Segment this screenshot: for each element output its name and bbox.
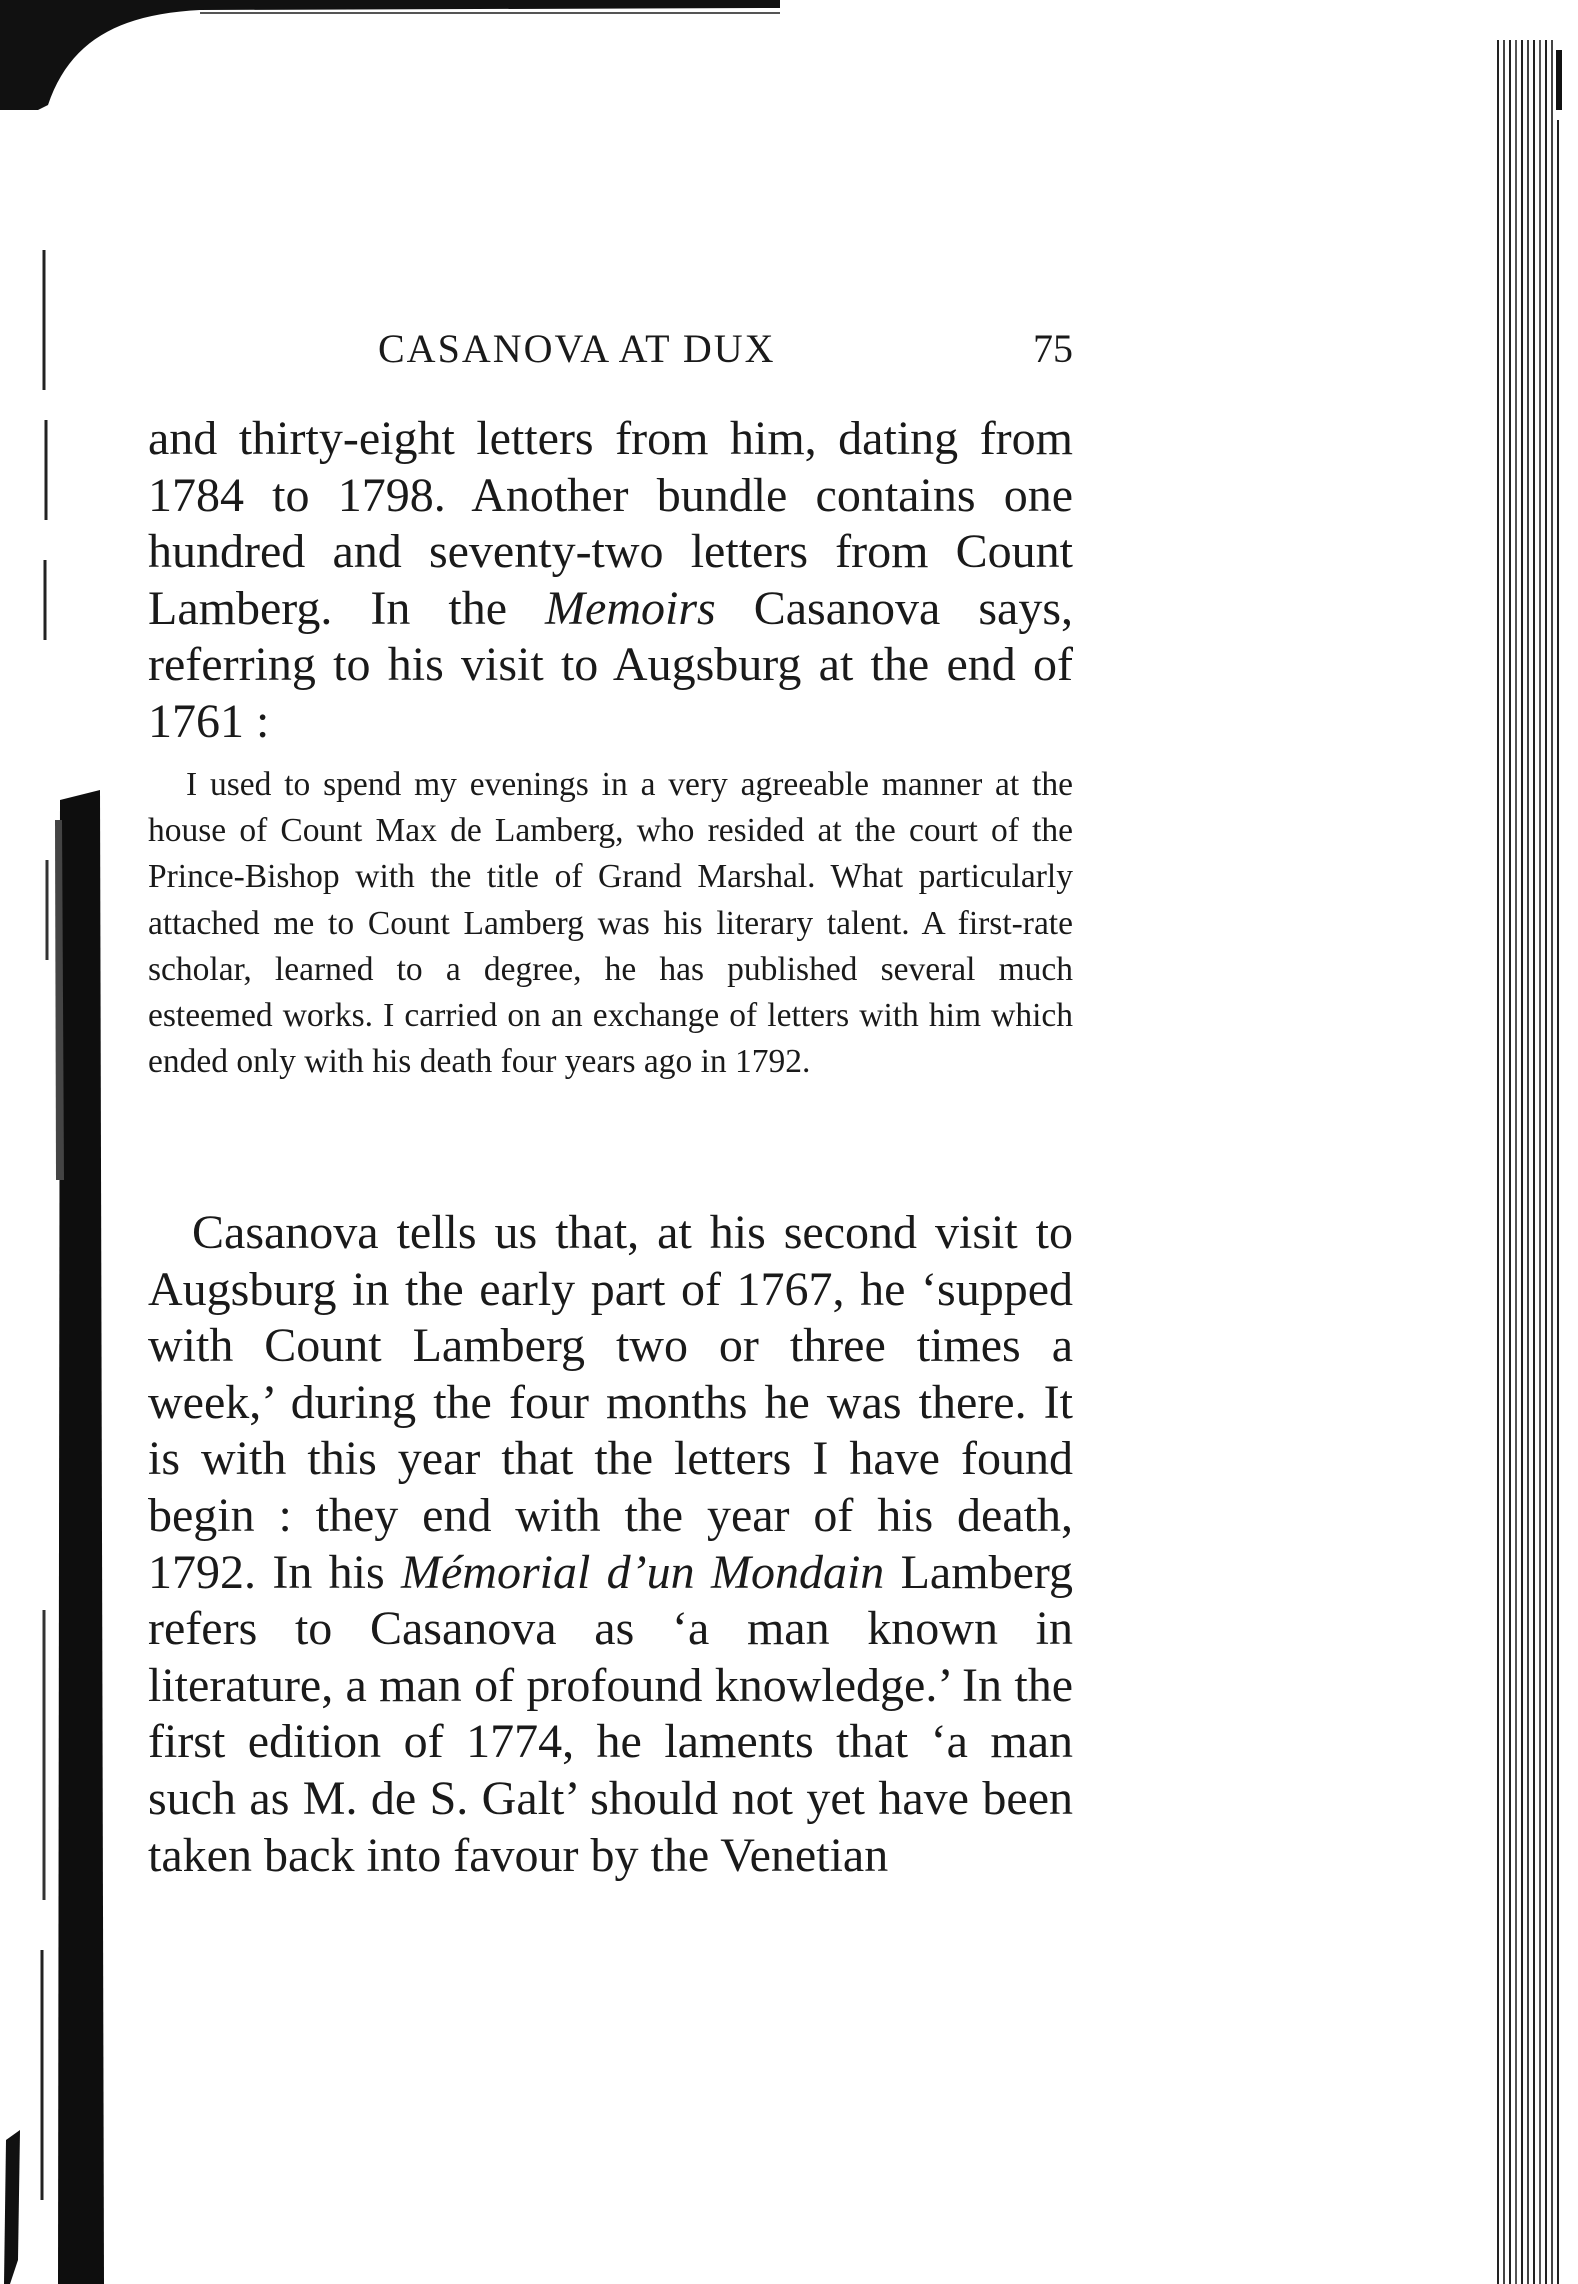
body-paragraph — [148, 411, 1073, 751]
italic-title: Memoirs — [545, 581, 716, 635]
block-quote — [148, 762, 1073, 1085]
paragraph-text: Casanova tells us that, at his second visit to Augsburg in the early part of 1767, he ‘supped with Count Lamberg two or three times a week,’ during the four months he was there. It is with this year that the letters I have found begin : they end with the year of his death, 1792. In his — [148, 1206, 1073, 1599]
left-binding-shadow — [0, 0, 110, 2284]
quote-text: I used to spend my evenings in a very agreeable manner at the house of Count Max de Lamberg, who resided at the court of the Prince-Bishop with the title of Grand Marshal. What particularly attached me to Count Lamberg was his literary talent. A first-rate scholar, learned to a degree, he has published several much esteemed works. I carried on an exchange of letters with him which ended only with his death four years ago in 1792. — [148, 766, 1073, 1081]
italic-title: Mémorial d’un Mondain — [401, 1545, 885, 1599]
paragraph-text: and thirty-eight letters from him, dating from 1784 to 1798. Another bundle contains one hundred and seventy-two letters from Count Lamberg. In the — [148, 412, 1073, 635]
paragraph-text: Lamberg refers to Casanova as ‘a man known in literature, a man of profound knowledge.’ In the first edition of 1774, he laments that ‘a man such as M. de S. Galt’ should not yet have been taken back into favour by the Venetian — [148, 1545, 1073, 1882]
running-header — [148, 325, 1073, 381]
body-paragraph — [148, 1205, 1073, 1884]
running-header-title: CASANOVA AT DUX — [378, 326, 776, 371]
right-page-stack-edges — [1478, 0, 1578, 2284]
paragraph-text: Casanova says, referring to his visit to Augsburg at the end of 1761 : — [148, 581, 1073, 748]
page-number: 75 — [1033, 326, 1073, 371]
scan-corner-shadow — [0, 0, 780, 110]
